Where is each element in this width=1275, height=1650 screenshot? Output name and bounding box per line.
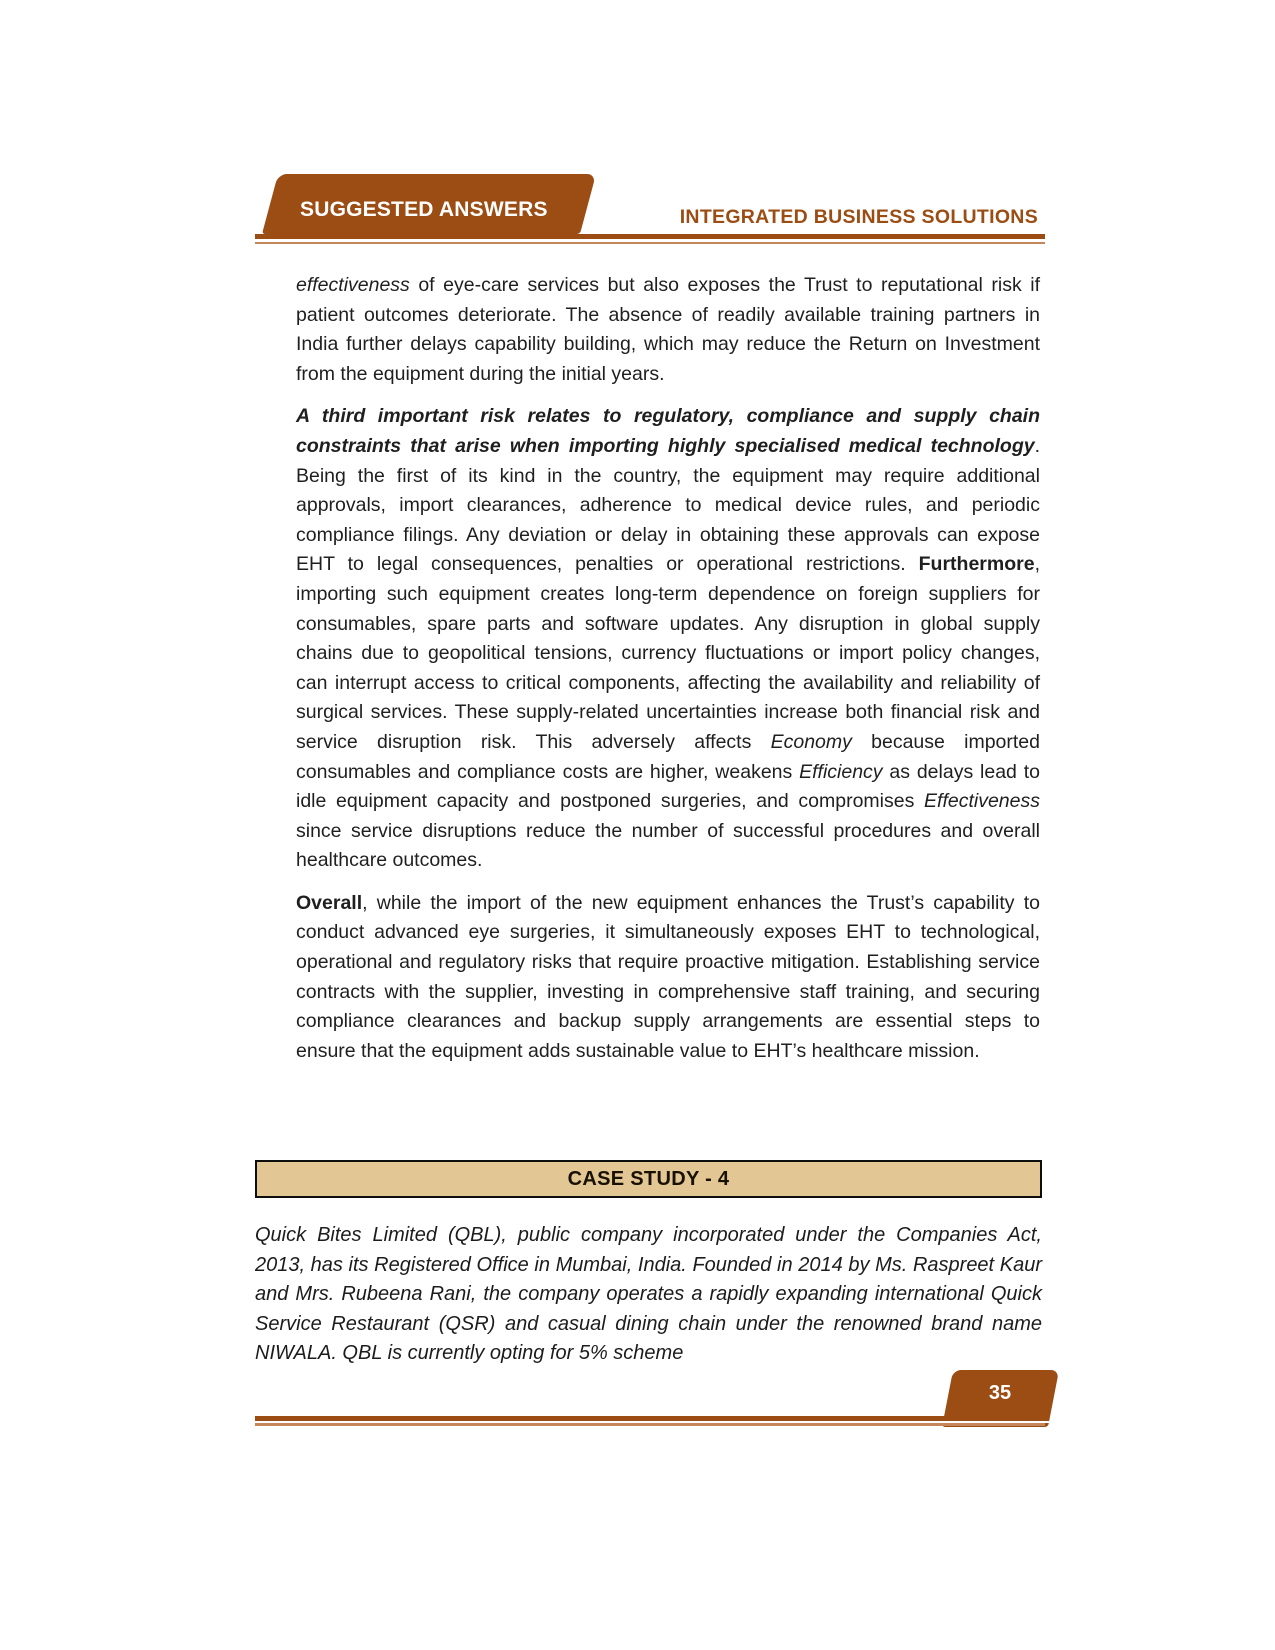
text-run: of eye-care services but also exposes the Trust to reputational risk if patient outcomes deteriorate. The absence of readily available training partners in India further delays capability building, which may reduce the Return on Investment from the equipment during the initial years. — [296, 274, 1040, 385]
header-rule-thin — [255, 242, 1045, 245]
footer-rule-thin — [255, 1423, 1045, 1426]
text-run: Economy — [770, 730, 852, 753]
body-paragraphs — [296, 271, 1040, 1079]
intro-paragraph: Quick Bites Limited (QBL), public company incorporated under the Companies Act, 2013, has its Registered Office in Mumbai, India. Founded in 2014 by Ms. Raspreet Kaur and Mrs. Rubeena Rani, the company operates a rapidly expanding international Quick Service Restaurant (QSR) and casual dining chain under the renowned brand name NIWALA. QBL is currently opting for 5% scheme — [255, 1224, 1042, 1364]
text-run: Effectiveness — [924, 790, 1040, 813]
text-run: since service disruptions reduce the number of successful procedures and overall healthcare outcomes. — [296, 819, 1040, 872]
text-run: Furthermore — [918, 553, 1035, 576]
text-run: effectiveness — [296, 274, 410, 296]
text-run: , importing such equipment creates long-term dependence on foreign suppliers for consumables, spare parts and software updates. Any disruption in global supply chains due to geopolitical tensions, currency fluctuations or import policy changes, can interrupt access to critical components, affecting the availability and reliability of surgical services. These supply-related uncertainties increase both financial risk and service disruption risk. This adversely affects — [296, 553, 1040, 753]
case-study-box — [255, 1160, 1042, 1198]
page-number: 35 — [988, 1382, 1012, 1404]
paragraph — [296, 271, 1040, 389]
paragraph — [296, 402, 1040, 876]
text-run: as delays lead to idle equipment capacity and postponed surgeries, and compromises — [296, 760, 1040, 813]
header-banner-label: SUGGESTED ANSWERS — [300, 198, 548, 221]
paragraph — [296, 889, 1040, 1067]
text-run: because imported consumables and compliance costs are higher, weakens — [296, 730, 1040, 783]
text-run: Efficiency — [799, 760, 883, 783]
header-rule-thick — [255, 234, 1045, 239]
text-run: A third important risk relates to regulatory, compliance and supply chain constraints that arise when importing highly specialised medical technology — [296, 405, 1040, 457]
case-study-label: CASE STUDY - 4 — [567, 1167, 730, 1190]
header-title: INTEGRATED BUSINESS SOLUTIONS — [679, 206, 1038, 228]
text-run: Overall — [296, 891, 363, 914]
text-run: , while the import of the new equipment enhances the Trust’s capability to conduct advanced eye surgeries, it simultaneously exposes EHT to technological, operational and regulatory risks that require proactive mitigation. Establishing service contracts with the supplier, investing in comprehensive staff training, and securing compliance clearances and backup supply arrangements are essential steps to ensure that the equipment adds sustainable value to EHT’s healthcare mission. — [296, 891, 1040, 1062]
text-run: . Being the first of its kind in the country, the equipment may require additional approvals, import clearances, adherence to medical device rules, and periodic compliance filings. Any deviation or delay in obtaining these approvals can expose EHT to legal consequences, penalties or operational restrictions. — [296, 434, 1040, 576]
